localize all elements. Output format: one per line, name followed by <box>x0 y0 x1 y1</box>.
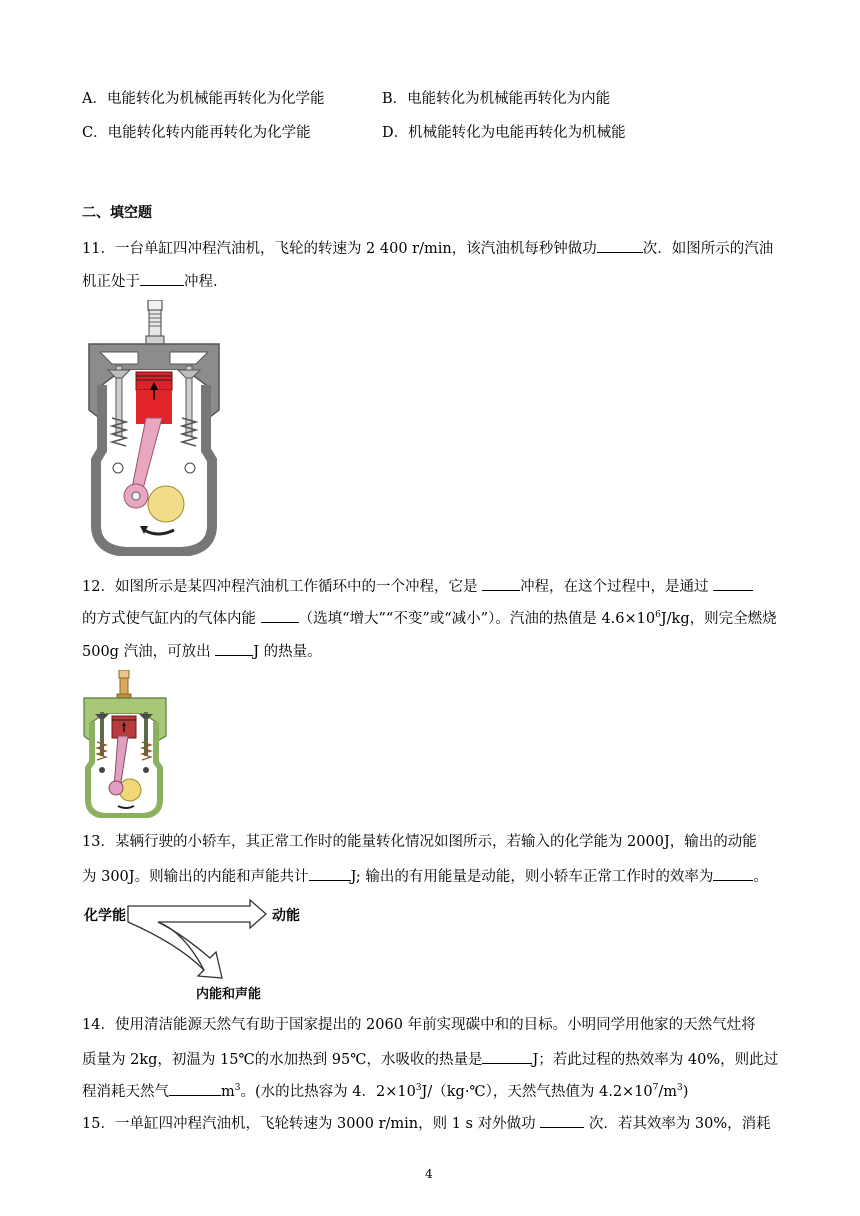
q14-line2 <box>82 1048 778 1070</box>
q13-text: 。 <box>753 869 768 885</box>
option-a: A．电能转化为机械能再转化为化学能 <box>82 91 325 107</box>
q11-text: 次．如图所示的汽油 <box>642 241 774 257</box>
q14-text: /m <box>658 1084 678 1100</box>
q12-blank-2[interactable] <box>713 575 753 591</box>
q14-sup: 3 <box>234 1083 241 1094</box>
diagram-kinetic-label: 动能 <box>272 908 300 924</box>
q11-blank-2[interactable] <box>140 270 184 286</box>
q11-text: 11．一台单缸四冲程汽油机，飞轮的转速为 2 400 r/min，该汽油机每秒钟做功 <box>82 241 597 257</box>
option-b: B．电能转化为机械能再转化为内能 <box>382 91 611 107</box>
q14-blank-1[interactable] <box>482 1048 532 1064</box>
q11-blank-1[interactable] <box>597 237 643 253</box>
option-c: C．电能转化转内能再转化为化学能 <box>82 125 311 141</box>
q14-blank-2[interactable] <box>169 1080 221 1096</box>
q13-text: 为 300J。则输出的内能和声能共计 <box>82 869 309 885</box>
q15-line1 <box>82 1112 771 1134</box>
q14-sup: 7 <box>652 1083 659 1094</box>
q12-text: 冲程，在这个过程中，是通过 <box>520 579 714 595</box>
q12-text: 12．如图所示是某四冲程汽油机工作循环中的一个冲程，它是 <box>82 579 483 595</box>
option-d: D．机械能转化为电能再转化为机械能 <box>382 125 626 141</box>
engine-figure-1 <box>86 300 222 556</box>
q12-text: 的方式使气缸内的气体内能 <box>82 611 261 627</box>
q14-text: m <box>221 1084 235 1100</box>
q12-text: 500g 汽油，可放出 <box>82 644 216 660</box>
q14-text: J；若此过程的热效率为 40%，则此过 <box>532 1052 779 1068</box>
q14-sup: 3 <box>415 1083 422 1094</box>
q13-text: J; 输出的有用能量是动能，则小轿车正常工作时的效率为 <box>350 869 714 885</box>
q12-blank-1[interactable] <box>482 575 520 591</box>
engine-figure-2 <box>82 670 168 818</box>
q12-line2 <box>82 607 777 629</box>
q14-line1: 14．使用清洁能源天然气有助于国家提出的 2060 年前实现碳中和的目标。小明同学用他家的天然气灶将 <box>82 1017 756 1033</box>
q12-text: （选填“增大”“不变”或“减小”）。汽油的热值是 4.6×10 <box>298 611 656 627</box>
q15-text: 15．一单缸四冲程汽油机，飞轮转速为 3000 r/min，则 1 s 对外做功 <box>82 1116 541 1132</box>
q15-text: 次．若其效率为 30%，消耗 <box>584 1116 771 1132</box>
q12-text: J 的热量。 <box>253 644 322 660</box>
q11-line1 <box>82 237 773 259</box>
diagram-heat-sound-label: 内能和声能 <box>196 987 262 1002</box>
q13-blank-1[interactable] <box>309 865 351 881</box>
q12-exponent: 6 <box>655 610 661 621</box>
q11-text: 机正处于 <box>82 274 140 290</box>
q14-text: 质量为 2kg，初温为 15℃的水加热到 95℃，水吸收的热量是 <box>82 1052 483 1068</box>
q12-line3 <box>82 640 322 662</box>
q13-line1: 13．某辆行驶的小轿车，其正常工作时的能量转化情况如图所示，若输入的化学能为 2000J，输出的动能 <box>82 834 757 850</box>
q14-text: 程消耗天然气 <box>82 1084 169 1100</box>
q14-text: 。(水的比热容为 4．2×10 <box>240 1084 416 1100</box>
q15-blank-1[interactable] <box>540 1112 584 1128</box>
q12-line1 <box>82 575 753 597</box>
q14-text: ) <box>682 1084 689 1100</box>
diagram-input-label: 化学能 <box>84 908 126 924</box>
q12-blank-3[interactable] <box>261 607 299 623</box>
energy-flow-diagram <box>82 898 312 1004</box>
q14-line3 <box>82 1080 688 1102</box>
q13-blank-2[interactable] <box>713 865 753 881</box>
q12-blank-4[interactable] <box>215 640 253 656</box>
section-title: 二、填空题 <box>82 205 152 221</box>
q14-sup: 3 <box>677 1083 683 1094</box>
q14-text: J/（kg·℃），天然气热值为 4.2×10 <box>421 1084 653 1100</box>
q13-line2 <box>82 865 768 887</box>
q11-text: 冲程. <box>184 274 218 290</box>
q12-text: J/kg，则完全燃烧 <box>660 611 777 627</box>
page-number: 4 <box>425 1167 433 1181</box>
q11-line2 <box>82 270 218 292</box>
